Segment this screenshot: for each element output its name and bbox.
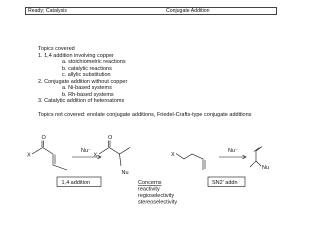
product-skeleton bbox=[99, 148, 130, 155]
topics-not-covered: Topics not covered: enolate conjugate additions, Friedel-Crafts-type conjugate additions bbox=[38, 112, 252, 118]
reagent-label: Nu⁻ bbox=[81, 148, 91, 154]
topic-subitem: c. allylic substitution bbox=[62, 72, 111, 78]
header-section-label: Ready; Catalysis bbox=[28, 8, 67, 14]
atom-label-oxygen: O bbox=[108, 135, 113, 141]
concern-item: regioselectivity bbox=[138, 193, 175, 199]
nucleophile-bond bbox=[256, 161, 261, 166]
topic-subitem: b. Rh-based systems bbox=[62, 91, 114, 98]
alkyl-chain bbox=[250, 161, 256, 167]
topic-item: 3. Catalytic addition of heteroatoms bbox=[38, 98, 125, 104]
topic-subitem: b. catalytic reactions bbox=[62, 65, 112, 72]
header-topic-label: Conjugate Addition bbox=[166, 8, 210, 14]
atom-label-x: X bbox=[93, 152, 98, 159]
atom-label-nu: Nu bbox=[121, 170, 129, 176]
concern-item: stereoselectivity bbox=[138, 199, 178, 206]
topic-subitem: a. Ni-based systems bbox=[62, 85, 112, 91]
allylic-skeleton bbox=[176, 154, 203, 171]
alkene-double-bond bbox=[254, 148, 260, 152]
topics-heading: Topics covered bbox=[38, 46, 75, 52]
enone-skeleton bbox=[32, 148, 67, 171]
topic-subitem: a. stoichiometric reactions bbox=[62, 59, 126, 65]
box-label-1-4-addition: 1,4 addition bbox=[61, 180, 90, 186]
atom-label-oxygen: O bbox=[41, 135, 46, 141]
atom-label-x: X bbox=[171, 152, 175, 158]
nucleophile-bond bbox=[120, 154, 122, 166]
reagent-label: Nu⁻ bbox=[228, 148, 238, 154]
topic-item: 2. Conjugate addition without copper bbox=[38, 78, 128, 85]
topic-item: 1. 1,4 addition involving copper bbox=[38, 52, 114, 59]
atom-label-x: X bbox=[27, 152, 31, 159]
concerns-title: Concerns bbox=[138, 180, 162, 186]
atom-label-nu: Nu bbox=[262, 165, 270, 171]
product-skeleton bbox=[256, 147, 262, 162]
box-label-sn2-addn: SN2' addn bbox=[212, 180, 238, 186]
concern-item: reactivity bbox=[138, 186, 160, 193]
